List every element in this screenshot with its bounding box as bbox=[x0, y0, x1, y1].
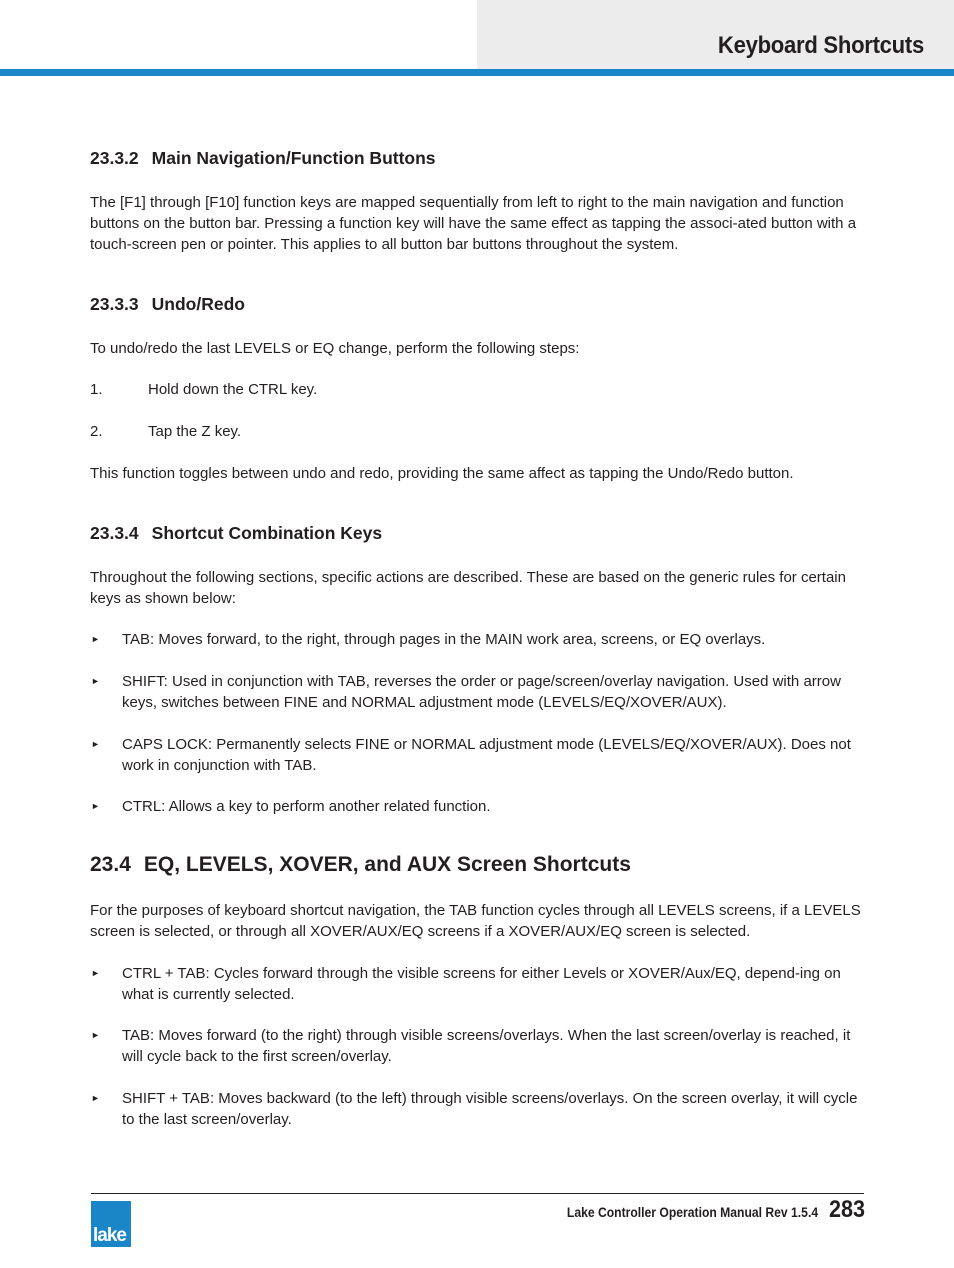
section-heading-main-navigation bbox=[90, 148, 436, 169]
page-number: 283 bbox=[828, 1196, 865, 1223]
list-item bbox=[90, 796, 865, 817]
section-title: Undo/Redo bbox=[151, 294, 245, 314]
list-item bbox=[90, 629, 865, 650]
list-item bbox=[90, 1088, 865, 1130]
step-number: 1. bbox=[90, 381, 103, 398]
bullet-arrow-icon: ► bbox=[91, 801, 100, 811]
footer-manual-title: Lake Controller Operation Manual Rev 1.5.4 bbox=[566, 1205, 818, 1220]
step-number: 2. bbox=[90, 423, 103, 440]
lake-logo bbox=[91, 1201, 131, 1247]
list-item-text: TAB: Moves forward (to the right) through visible screens/overlays. When the last screen/overlay is reached, it will cycle back to the first screen/overlay. bbox=[122, 1027, 851, 1065]
section-title: Main Navigation/Function Buttons bbox=[151, 148, 436, 168]
list-item bbox=[90, 963, 865, 1005]
section-title: Shortcut Combination Keys bbox=[151, 523, 383, 543]
bullet-arrow-icon: ► bbox=[91, 1030, 100, 1040]
list-item-text: CAPS LOCK: Permanently selects FINE or NORMAL adjustment mode (LEVELS/EQ/XOVER/AUX). Does not work in conjunction with TAB. bbox=[122, 736, 851, 774]
bullet-arrow-icon: ► bbox=[91, 634, 100, 644]
paragraph-undo-outro: This function toggles between undo and redo, providing the same affect as tapping the Undo/Redo button. bbox=[90, 465, 794, 482]
list-item bbox=[90, 734, 865, 776]
paragraph-undo-intro: To undo/redo the last LEVELS or EQ change, perform the following steps: bbox=[90, 340, 580, 357]
bullet-arrow-icon: ► bbox=[91, 739, 100, 749]
section-heading-screen-shortcuts bbox=[90, 854, 631, 875]
section-heading-shortcut-keys bbox=[90, 523, 382, 544]
list-item-text: SHIFT: Used in conjunction with TAB, reverses the order or page/screen/overlay navigation. Used with arrow keys, switches between FINE and NORMAL adjustment mode (LEVELS/EQ/XOVER/AUX). bbox=[122, 673, 841, 711]
section-number: 23.3.2 bbox=[90, 148, 139, 168]
list-item-text: SHIFT + TAB: Moves backward (to the left) through visible screens/overlays. On the screen overlay, it will cycle to the last screen/overlay. bbox=[122, 1090, 858, 1128]
section-number: 23.3.3 bbox=[90, 294, 139, 314]
section-number: 23.4 bbox=[90, 853, 131, 876]
list-item bbox=[90, 1025, 865, 1067]
list-item-text: TAB: Moves forward, to the right, through pages in the MAIN work area, screens, or EQ overlays. bbox=[122, 631, 766, 648]
bullet-arrow-icon: ► bbox=[91, 676, 100, 686]
section-number: 23.3.4 bbox=[90, 523, 139, 543]
step-text: Tap the Z key. bbox=[148, 423, 242, 440]
list-item-text: CTRL + TAB: Cycles forward through the visible screens for either Levels or XOVER/Aux/EQ, depend-ing on what is currently selected. bbox=[122, 965, 841, 1003]
section-heading-undo-redo bbox=[90, 294, 245, 315]
bullet-arrow-icon: ► bbox=[91, 1093, 100, 1103]
paragraph-shortcut-intro: Throughout the following sections, specific actions are described. These are based on the generic rules for certain keys as shown below: bbox=[90, 569, 846, 607]
step-text: Hold down the CTRL key. bbox=[148, 381, 318, 398]
bullet-arrow-icon: ► bbox=[91, 968, 100, 978]
header-accent-rule bbox=[0, 69, 954, 76]
list-item bbox=[90, 671, 865, 713]
paragraph-screen-intro: For the purposes of keyboard shortcut navigation, the TAB function cycles through all LEVELS screens, if a LEVELS screen is selected, or through all XOVER/AUX/EQ screens if a XOVER/AUX/EQ screen is selected. bbox=[90, 902, 861, 940]
section-title: EQ, LEVELS, XOVER, and AUX Screen Shortcuts bbox=[143, 853, 631, 876]
page-header-title: Keyboard Shortcuts bbox=[717, 32, 924, 59]
logo-text: lake bbox=[93, 1225, 126, 1246]
list-item-text: CTRL: Allows a key to perform another related function. bbox=[122, 798, 491, 815]
paragraph-function-keys: The [F1] through [F10] function keys are mapped sequentially from left to right to the main navigation and function buttons on the button bar. Pressing a function key will have the same effect as tapping the associ-ated button with a touch-screen pen or pointer. This applies to all button bar buttons throughout the system. bbox=[90, 194, 857, 253]
footer-rule bbox=[91, 1193, 864, 1194]
